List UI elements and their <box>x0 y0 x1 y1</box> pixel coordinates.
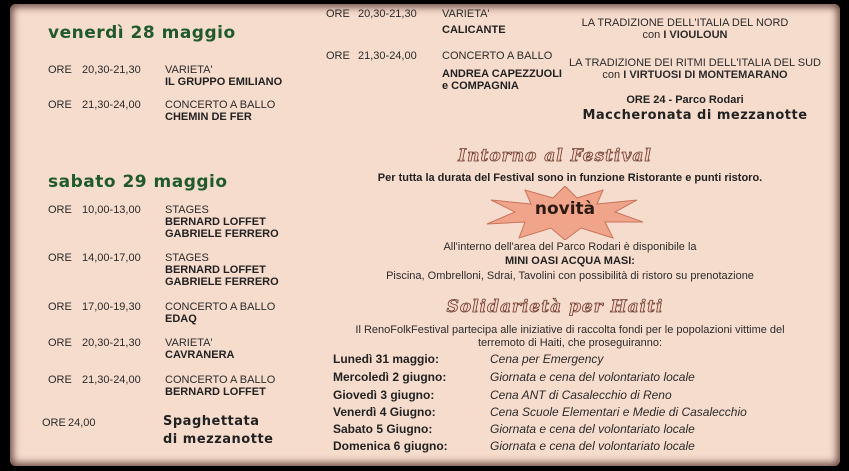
event-performer: e COMPAGNIA <box>442 80 519 92</box>
con-label: con <box>602 69 621 81</box>
event-time: 20,30-21,30 <box>82 64 141 76</box>
event-performer: IL GRUPPO EMILIANO <box>165 76 283 88</box>
row-desc: Giornata e cena del volontariato locale <box>490 422 695 436</box>
ore-label: ORE <box>42 417 66 429</box>
event-time: 17,00-19,30 <box>82 301 141 313</box>
row-desc: Giornata e cena del volontariato locale <box>490 439 695 453</box>
nord-line: LA TRADIZIONE DELL'ITALIA DEL NORD <box>581 17 789 29</box>
ore24-parco: ORE 24 - Parco Rodari <box>626 94 744 106</box>
event-time: 10,00-13,00 <box>82 204 141 216</box>
con-label: con <box>642 29 661 41</box>
event-performer: BERNARD LOFFET <box>165 264 266 276</box>
row-day: Giovedì 3 giugno: <box>333 388 435 402</box>
event-time: 21,30-24,00 <box>358 50 417 62</box>
event-time: 21,30-24,00 <box>82 99 141 111</box>
novita-line3: Piscina, Ombrelloni, Sdrai, Tavolini con possibilità di ristoro su prenotazione <box>386 270 754 282</box>
ore-label: ORE <box>48 64 72 76</box>
festival-title: Intorno al Festival <box>458 146 652 166</box>
sud-group: I VIRTUOSI DI MONTEMARANO <box>623 69 788 81</box>
sud-group-line <box>565 69 825 81</box>
ore-label: ORE <box>326 8 350 20</box>
event-performer: CAVRANERA <box>165 349 235 361</box>
row-desc: Cena per Emergency <box>490 352 604 366</box>
row-day: Venerdì 4 Giugno: <box>333 405 436 419</box>
program-sheet <box>10 4 840 466</box>
event-performer: CALICANTE <box>442 24 506 36</box>
event-type: VARIETA' <box>442 8 490 20</box>
sud-line: LA TRADIZIONE DEI RITMI DELL'ITALIA DEL SUD <box>569 57 821 69</box>
row-desc: Giornata e cena del volontariato locale <box>490 370 695 384</box>
event-performer: GABRIELE FERRERO <box>165 228 279 240</box>
saturday-heading: sabato 29 maggio <box>48 172 228 192</box>
event-type: STAGES <box>165 204 209 216</box>
event-performer: BERNARD LOFFET <box>165 386 266 398</box>
row-desc: Cena Scuole Elementari e Medie di Casalecchio <box>490 405 747 419</box>
event-type: CONCERTO A BALLO <box>165 374 276 386</box>
ore-label: ORE <box>48 337 72 349</box>
solidarieta-intro2: terremoto di Haiti, che proseguiranno: <box>477 337 663 349</box>
event-type: CONCERTO A BALLO <box>165 99 276 111</box>
event-performer: BERNARD LOFFET <box>165 216 266 228</box>
event-type: CONCERTO A BALLO <box>165 301 276 313</box>
novita-line1: All'interno dell'area del Parco Rodari è disponibile la <box>443 241 697 253</box>
sud-tradition <box>565 57 825 81</box>
spaghettata-line1: Spaghettata <box>163 414 260 429</box>
nord-tradition <box>570 17 800 41</box>
event-time: 20,30-21,30 <box>358 8 417 20</box>
event-time: 24,00 <box>68 417 96 429</box>
event-performer: GABRIELE FERRERO <box>165 276 279 288</box>
row-desc: Cena ANT di Casalecchio di Reno <box>490 388 672 402</box>
solidarieta-intro1: Il RenoFolkFestival partecipa alle iniziative di raccolta fondi per le popolazioni vittime del <box>355 324 785 336</box>
ore-label: ORE <box>326 50 350 62</box>
event-performer: ANDREA CAPEZZUOLI <box>442 68 562 80</box>
ore-label: ORE <box>48 252 72 264</box>
event-time: 21,30-24,00 <box>82 374 141 386</box>
ore-label: ORE <box>48 374 72 386</box>
event-type: CONCERTO A BALLO <box>442 50 553 62</box>
solidarieta-title: Solidarietà per Haiti <box>446 297 664 317</box>
nord-group: I VIOULOUN <box>663 29 728 41</box>
event-time: 20,30-21,30 <box>82 337 141 349</box>
spaghettata-line2: di mezzanotte <box>163 432 274 447</box>
festival-text: Per tutta la durata del Festival sono in funzione Ristorante e punti ristoro. <box>377 172 763 184</box>
novita-badge: novità <box>534 199 596 219</box>
novita-line2: MINI OASI ACQUA MASI: <box>505 255 635 267</box>
ore-label: ORE <box>48 99 72 111</box>
nord-group-line <box>570 29 800 41</box>
row-day: Domenica 6 giugno: <box>333 439 448 453</box>
event-type: VARIETA' <box>165 64 213 76</box>
event-type: STAGES <box>165 252 209 264</box>
event-performer: CHEMIN DE FER <box>165 111 252 123</box>
row-day: Mercoledì 2 giugno: <box>333 370 447 384</box>
ore-label: ORE <box>48 204 72 216</box>
event-time: 14,00-17,00 <box>82 252 141 264</box>
maccheronata: Maccheronata di mezzanotte <box>582 108 808 123</box>
row-day: Sabato 5 Giugno: <box>333 422 433 436</box>
ore-label: ORE <box>48 301 72 313</box>
friday-heading: venerdì 28 maggio <box>48 23 236 43</box>
row-day: Lunedì 31 maggio: <box>333 352 440 366</box>
event-performer: EDAQ <box>165 313 197 325</box>
event-type: VARIETA' <box>165 337 213 349</box>
